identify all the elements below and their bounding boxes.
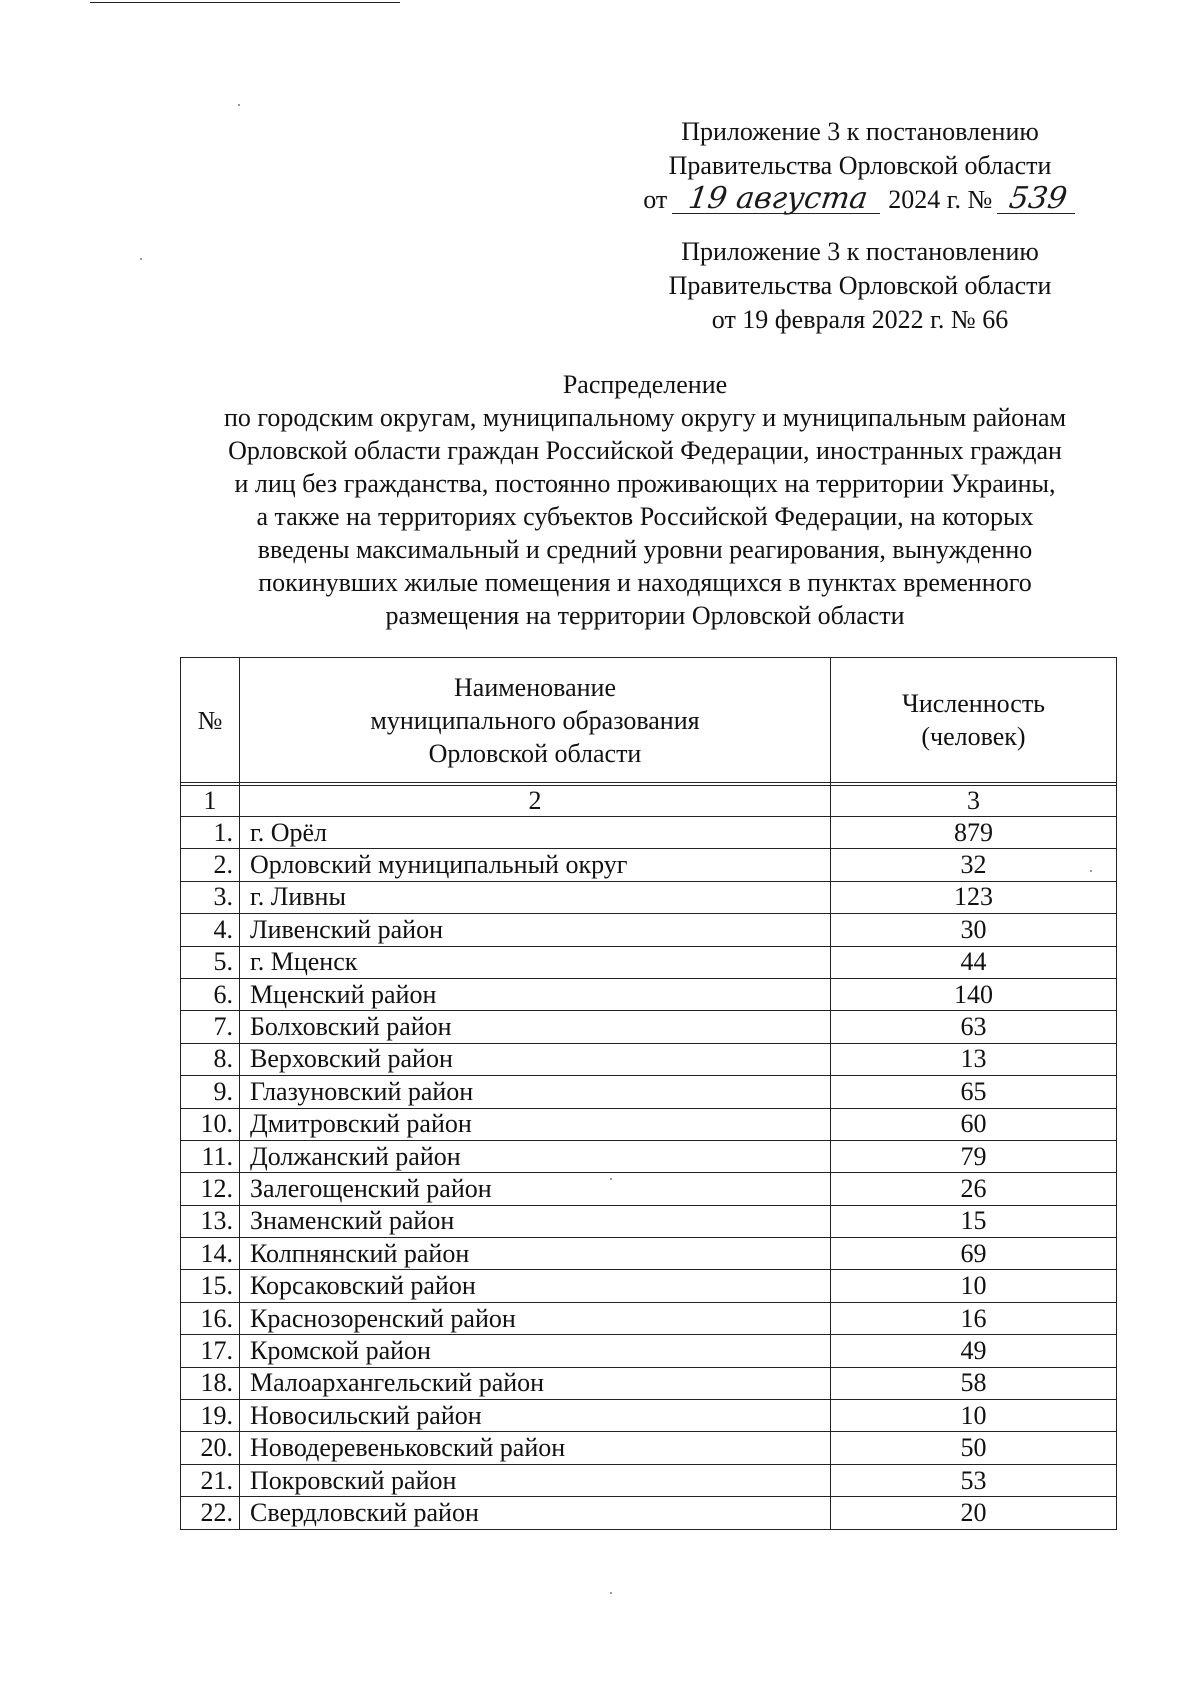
appendix-previous (600, 235, 1120, 337)
row-number: 7. (181, 1011, 240, 1043)
row-municipality: г. Ливны (240, 881, 831, 913)
title-line: введены максимальный и средний уровни реагирования, вынужденно (257, 535, 1033, 564)
row-number: 2. (181, 849, 240, 881)
header-count-line2: (человек) (921, 722, 1026, 751)
row-number: 1. (181, 817, 240, 849)
table-row (181, 946, 1117, 978)
table-row (181, 817, 1117, 849)
row-count: 49 (831, 1335, 1117, 1367)
column-number: 2 (240, 786, 831, 817)
row-municipality: Кромской район (240, 1335, 831, 1367)
appendix-previous-line3: от 19 февраля 2022 г. № 66 (711, 305, 1009, 334)
row-count: 10 (831, 1400, 1117, 1432)
row-number: 16. (181, 1302, 240, 1334)
appendix-previous-line1: Приложение 3 к постановлению (681, 237, 1039, 266)
row-count: 140 (831, 978, 1117, 1010)
scan-speck (610, 1592, 612, 1594)
table-row (181, 1140, 1117, 1172)
row-municipality: Орловский муниципальный округ (240, 849, 831, 881)
row-number: 15. (181, 1270, 240, 1302)
row-number: 10. (181, 1108, 240, 1140)
table-row (181, 1400, 1117, 1432)
row-municipality: Знаменский район (240, 1205, 831, 1237)
title-line: размещения на территории Орловской области (385, 601, 905, 630)
row-count: 65 (831, 1076, 1117, 1108)
top-edge-line (90, 2, 400, 3)
table-row (181, 1205, 1117, 1237)
row-count: 63 (831, 1011, 1117, 1043)
row-municipality: Малоархангельский район (240, 1367, 831, 1399)
row-number: 9. (181, 1076, 240, 1108)
scan-speck (238, 104, 240, 106)
table-row (181, 1367, 1117, 1399)
row-count: 123 (831, 881, 1117, 913)
row-number: 8. (181, 1043, 240, 1075)
date-year: 2024 г. № (888, 185, 993, 214)
table-header-row (181, 658, 1117, 783)
appendix-previous-line2: Правительства Орловской области (668, 271, 1052, 300)
row-number: 13. (181, 1205, 240, 1237)
row-number: 21. (181, 1464, 240, 1496)
row-count: 30 (831, 914, 1117, 946)
row-municipality: Дмитровский район (240, 1108, 831, 1140)
header-count-line1: Численность (901, 689, 1046, 718)
row-count: 15 (831, 1205, 1117, 1237)
header-count (831, 658, 1117, 783)
row-number: 22. (181, 1497, 240, 1529)
row-count: 58 (831, 1367, 1117, 1399)
table-row (181, 881, 1117, 913)
title-heading: Распределение (562, 370, 728, 399)
row-count: 60 (831, 1108, 1117, 1140)
row-municipality: Корсаковский район (240, 1270, 831, 1302)
row-count: 32 (831, 849, 1117, 881)
row-count: 69 (831, 1238, 1117, 1270)
row-number: 12. (181, 1173, 240, 1205)
row-municipality: Глазуновский район (240, 1076, 831, 1108)
row-municipality: Новодеревеньковский район (240, 1432, 831, 1464)
table-row (181, 914, 1117, 946)
row-count: 50 (831, 1432, 1117, 1464)
handwritten-number: 539 (997, 185, 1079, 214)
appendix-current-line1: Приложение 3 к постановлению (681, 117, 1039, 146)
row-municipality: Свердловский район (240, 1497, 831, 1529)
row-number: 20. (181, 1432, 240, 1464)
table-row (181, 1270, 1117, 1302)
row-count: 26 (831, 1173, 1117, 1205)
title-line: покинувших жилые помещения и находящихся в пунктах временного (258, 568, 1032, 597)
header-municipality-line1: Наименование (454, 672, 616, 702)
row-municipality: г. Мценск (240, 946, 831, 978)
table-row (181, 1302, 1117, 1334)
row-municipality: Залегощенский район (240, 1173, 831, 1205)
row-municipality: Болховский район (240, 1011, 831, 1043)
row-municipality: Мценский район (240, 978, 831, 1010)
row-municipality: Ливенский район (240, 914, 831, 946)
row-count: 53 (831, 1464, 1117, 1496)
row-count: 16 (831, 1302, 1117, 1334)
title-line: и лиц без гражданства, постоянно проживающих на территории Украины, (234, 469, 1056, 498)
row-count: 13 (831, 1043, 1117, 1075)
row-municipality: Краснозоренский район (240, 1302, 831, 1334)
row-number: 11. (181, 1140, 240, 1172)
scan-speck (140, 258, 142, 260)
table-row (181, 1173, 1117, 1205)
row-municipality: Верховский район (240, 1043, 831, 1075)
header-municipality (240, 658, 831, 783)
row-count: 879 (831, 817, 1117, 849)
distribution-table (180, 657, 1117, 1530)
header-municipality-line3: Орловской области (428, 738, 642, 768)
table-row (181, 1464, 1117, 1496)
row-number: 4. (181, 914, 240, 946)
table-row (181, 1076, 1117, 1108)
row-count: 20 (831, 1497, 1117, 1529)
row-number: 17. (181, 1335, 240, 1367)
row-count: 44 (831, 946, 1117, 978)
row-number: 5. (181, 946, 240, 978)
appendix-current-line2: Правительства Орловской области (668, 151, 1052, 180)
column-number-row (181, 786, 1117, 817)
table-row (181, 1238, 1117, 1270)
date-prefix: от (643, 185, 668, 214)
column-number: 1 (181, 786, 240, 817)
appendix-current (600, 115, 1120, 217)
row-number: 3. (181, 881, 240, 913)
table-row (181, 978, 1117, 1010)
table-row (181, 1432, 1117, 1464)
row-municipality: Колпнянский район (240, 1238, 831, 1270)
row-number: 19. (181, 1400, 240, 1432)
appendix-current-date (600, 183, 1120, 217)
row-number: 14. (181, 1238, 240, 1270)
row-count: 10 (831, 1270, 1117, 1302)
header-number: № (181, 658, 240, 783)
table-row (181, 1497, 1117, 1529)
title-line: а также на территориях субъектов Российской Федерации, на которых (256, 502, 1034, 531)
table-row (181, 1043, 1117, 1075)
row-number: 18. (181, 1367, 240, 1399)
table-row (181, 1335, 1117, 1367)
row-municipality: Новосильский район (240, 1400, 831, 1432)
row-count: 79 (831, 1140, 1117, 1172)
table-row (181, 849, 1117, 881)
table-row (181, 1108, 1117, 1140)
row-municipality: г. Орёл (240, 817, 831, 849)
row-municipality: Должанский район (240, 1140, 831, 1172)
title-line: по городским округам, муниципальному округу и муниципальным районам (223, 403, 1067, 432)
handwritten-date: 19 августа (672, 185, 884, 214)
document-title (130, 368, 1160, 632)
row-number: 6. (181, 978, 240, 1010)
title-line: Орловской области граждан Российской Федерации, иностранных граждан (228, 436, 1062, 465)
row-municipality: Покровский район (240, 1464, 831, 1496)
table-row (181, 1011, 1117, 1043)
header-municipality-line2: муниципального образования (370, 705, 700, 735)
column-number: 3 (831, 786, 1117, 817)
